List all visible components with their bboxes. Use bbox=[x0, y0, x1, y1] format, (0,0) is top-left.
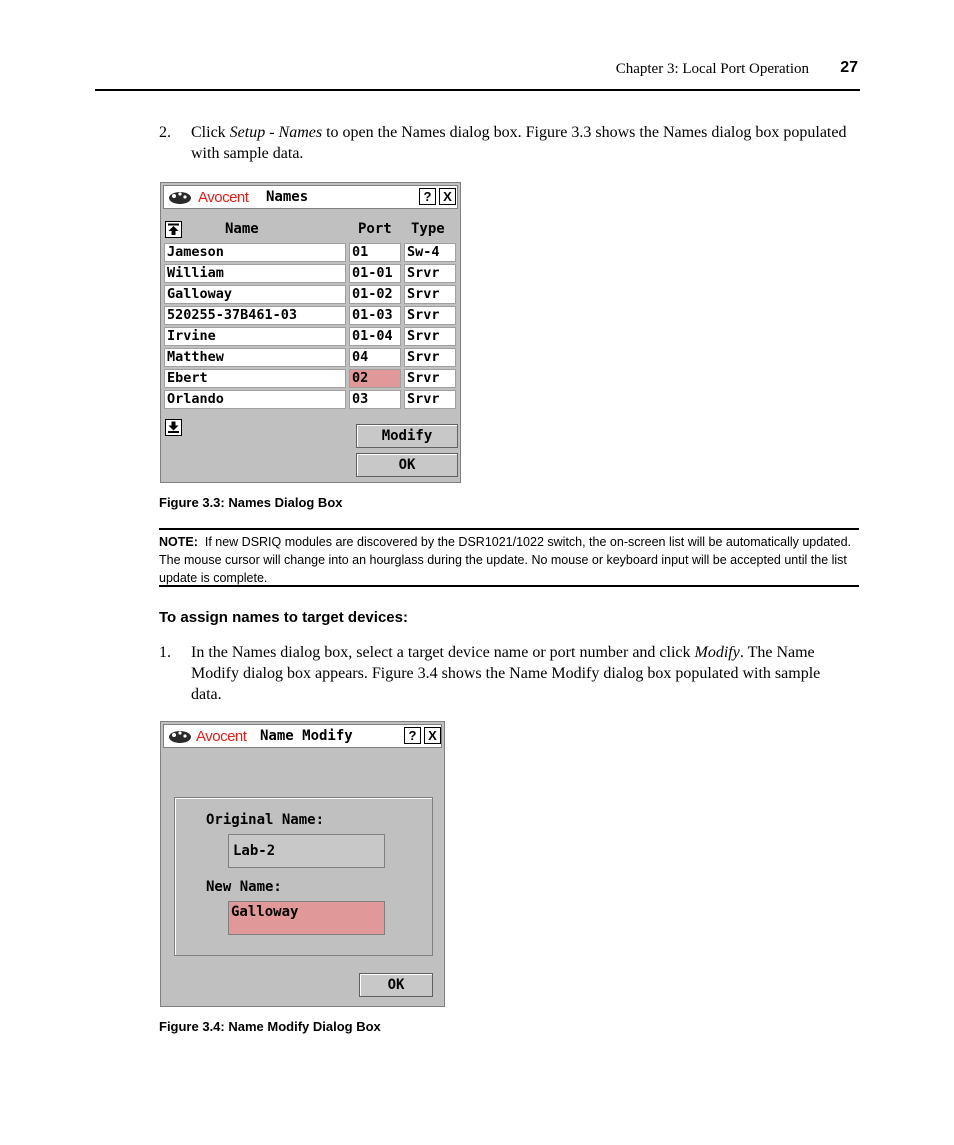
name-fields-group bbox=[174, 797, 433, 956]
table-row[interactable] bbox=[164, 326, 458, 347]
scroll-up-button[interactable] bbox=[165, 221, 182, 238]
close-button[interactable]: X bbox=[439, 188, 456, 205]
table-row[interactable] bbox=[164, 263, 458, 284]
step-text: Click Setup - Names to open the Names dialog box. Figure 3.3 shows the Names dialog box populated with sample data. bbox=[191, 124, 847, 162]
modify-button[interactable]: Modify bbox=[356, 424, 458, 448]
step-number: 1. bbox=[159, 644, 171, 661]
column-header-name[interactable]: Name bbox=[225, 221, 259, 237]
dialog-title: Name Modify bbox=[260, 728, 353, 744]
page-header bbox=[0, 59, 954, 83]
step-text: In the Names dialog box, select a target device name or port number and click Modify. The Name Modify dialog box appears. Figure 3.4 shows the Name Modify dialog box populated with sample data. bbox=[191, 644, 821, 703]
table-row[interactable] bbox=[164, 389, 458, 410]
figure-caption: Figure 3.4: Name Modify Dialog Box bbox=[159, 1019, 381, 1034]
table-row[interactable] bbox=[164, 368, 458, 389]
cell-port[interactable]: 04 bbox=[349, 348, 401, 367]
avocent-logo-icon bbox=[168, 729, 192, 744]
name-modify-dialog bbox=[160, 721, 445, 1007]
brand-name: Avocent bbox=[196, 728, 247, 745]
cell-port-selected[interactable]: 02 bbox=[349, 369, 401, 388]
close-button[interactable]: X bbox=[424, 727, 441, 744]
cell-type: Srvr bbox=[404, 285, 456, 304]
cell-type: Sw-4 bbox=[404, 243, 456, 262]
note-box bbox=[159, 528, 859, 587]
page-number: 27 bbox=[840, 59, 858, 76]
cell-port[interactable]: 01-01 bbox=[349, 264, 401, 283]
cell-type: Srvr bbox=[404, 327, 456, 346]
chapter-title: Chapter 3: Local Port Operation bbox=[615, 61, 809, 77]
table-row[interactable] bbox=[164, 347, 458, 368]
cell-name[interactable]: Ebert bbox=[164, 369, 346, 388]
table-row[interactable] bbox=[164, 284, 458, 305]
avocent-logo-icon bbox=[168, 190, 192, 205]
cell-port[interactable]: 03 bbox=[349, 390, 401, 409]
cell-type: Srvr bbox=[404, 264, 456, 283]
cell-port[interactable]: 01-03 bbox=[349, 306, 401, 325]
brand-name: Avocent bbox=[198, 189, 249, 206]
cell-name[interactable]: Orlando bbox=[164, 390, 346, 409]
cell-type: Srvr bbox=[404, 306, 456, 325]
cell-name[interactable]: William bbox=[164, 264, 346, 283]
help-button[interactable]: ? bbox=[404, 727, 421, 744]
cell-port[interactable]: 01-02 bbox=[349, 285, 401, 304]
note-text: If new DSRIQ modules are discovered by the DSR1021/1022 switch, the on-screen list will be automatically updated. The mouse cursor will change into an hourglass during the update. No mouse or keyboard input will be accepted until the list update is complete. bbox=[159, 535, 852, 585]
note-label: NOTE: bbox=[159, 535, 198, 549]
ok-button[interactable]: OK bbox=[356, 453, 458, 477]
cell-name[interactable]: 520255-37B461-03 bbox=[164, 306, 346, 325]
cell-type: Srvr bbox=[404, 390, 456, 409]
ok-button[interactable]: OK bbox=[359, 973, 433, 997]
help-button[interactable]: ? bbox=[419, 188, 436, 205]
table-row[interactable] bbox=[164, 305, 458, 326]
cell-name[interactable]: Galloway bbox=[164, 285, 346, 304]
step-number: 2. bbox=[159, 124, 171, 141]
column-header-type[interactable]: Type bbox=[411, 221, 445, 237]
cell-port[interactable]: 01 bbox=[349, 243, 401, 262]
cell-type: Srvr bbox=[404, 348, 456, 367]
original-name-label: Original Name: bbox=[206, 812, 325, 828]
cell-name[interactable]: Irvine bbox=[164, 327, 346, 346]
scroll-down-icon bbox=[166, 420, 181, 435]
titlebar bbox=[163, 185, 458, 209]
figure-caption: Figure 3.3: Names Dialog Box bbox=[159, 495, 343, 510]
scroll-down-button[interactable] bbox=[165, 419, 182, 436]
dialog-title: Names bbox=[266, 189, 309, 205]
names-table bbox=[164, 242, 458, 410]
cell-port[interactable]: 01-04 bbox=[349, 327, 401, 346]
names-dialog bbox=[160, 182, 461, 483]
section-heading: To assign names to target devices: bbox=[159, 609, 408, 626]
original-name-field: Lab-2 bbox=[228, 834, 385, 868]
cell-type: Srvr bbox=[404, 369, 456, 388]
table-row[interactable] bbox=[164, 242, 458, 263]
new-name-label: New Name: bbox=[206, 879, 282, 895]
new-name-input[interactable]: Galloway bbox=[228, 901, 385, 935]
cell-name[interactable]: Matthew bbox=[164, 348, 346, 367]
cell-name[interactable]: Jameson bbox=[164, 243, 346, 262]
scroll-up-icon bbox=[166, 222, 181, 237]
titlebar bbox=[163, 724, 442, 748]
header-rule bbox=[95, 89, 860, 91]
column-header-port[interactable]: Port bbox=[358, 221, 392, 237]
